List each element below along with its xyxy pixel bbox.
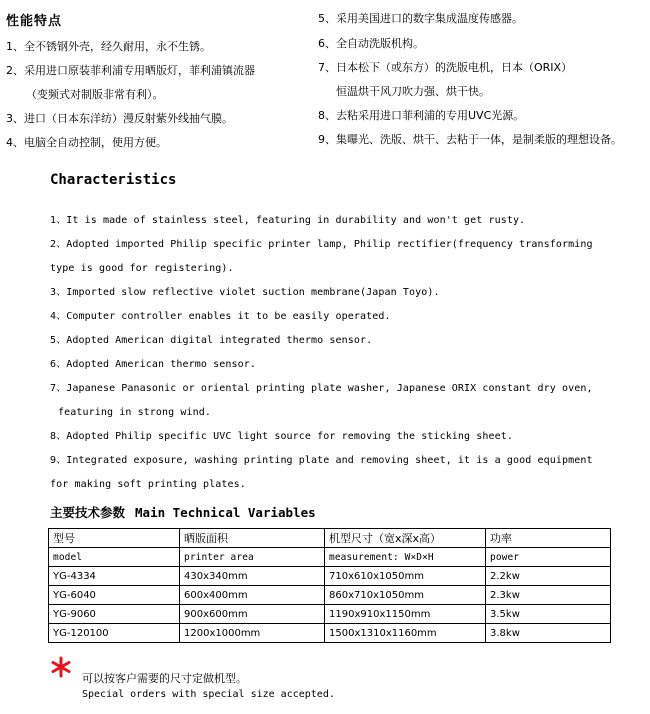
header-size-en: measurement: W×D×H <box>325 548 486 567</box>
characteristic-1: 1、It is made of stainless steel, featuring in durability and won't get rusty. <box>50 215 526 226</box>
features-title-cn: 性能特点 <box>6 14 63 29</box>
characteristic-2: 2、Adopted imported Philip specific printer lamp, Philip rectifier(frequency transforming <box>50 239 593 250</box>
table-row <box>49 605 611 624</box>
feature-cn-1: 1、全不锈钢外壳，经久耐用，永不生锈。 <box>6 40 211 53</box>
cell-size: 1500x1310x1160mm <box>325 624 486 643</box>
feature-cn-9: 9、集曝光、洗版、烘干、去粘于一体，是制柔版的理想设备。 <box>318 133 622 146</box>
asterisk-star-icon <box>50 656 72 678</box>
characteristic-6: 6、Adopted American thermo sensor. <box>50 359 256 370</box>
header-model-cn: 型号 <box>49 529 180 548</box>
feature-cn-8: 8、去粘采用进口菲利浦的专用UVC光源。 <box>318 109 525 122</box>
characteristic-9: 9、Integrated exposure, washing printing plate and removing sheet, it is a good equipment <box>50 455 593 466</box>
cell-model: YG-9060 <box>49 605 180 624</box>
cell-area: 600x400mm <box>180 586 325 605</box>
characteristic-7: 7、Japanese Panasonic or oriental printing plate washer, Japanese ORIX constant dry oven, <box>50 383 593 394</box>
header-power-cn: 功率 <box>486 529 611 548</box>
characteristic-4: 4、Computer controller enables it to be easily operated. <box>50 311 391 322</box>
cell-power: 3.8kw <box>486 624 611 643</box>
characteristic-9-cont: for making soft printing plates. <box>50 479 246 490</box>
characteristic-3: 3、Imported slow reflective violet suction membrane(Japan Toyo). <box>50 287 440 298</box>
cell-power: 2.2kw <box>486 567 611 586</box>
feature-cn-2-cont: （变频式对制版非常有利）。 <box>26 88 164 101</box>
feature-cn-4: 4、电脑全自动控制，使用方便。 <box>6 136 167 149</box>
cell-area: 430x340mm <box>180 567 325 586</box>
cell-model: YG-4334 <box>49 567 180 586</box>
characteristic-5: 5、Adopted American digital integrated thermo sensor. <box>50 335 373 346</box>
spec-header-cn-row <box>49 529 611 548</box>
spec-table <box>48 528 611 643</box>
characteristic-7-cont: featuring in strong wind. <box>58 407 212 418</box>
header-area-en: printer area <box>180 548 325 567</box>
feature-cn-2: 2、采用进口原装菲利浦专用晒版灯，菲利浦镇流器 <box>6 64 255 77</box>
cell-area: 1200x1000mm <box>180 624 325 643</box>
main-variables-title <box>50 503 316 521</box>
table-row <box>49 567 611 586</box>
feature-cn-6: 6、全自动洗版机构。 <box>318 37 424 50</box>
characteristic-8: 8、Adopted Philip specific UVC light source for removing the sticking sheet. <box>50 431 514 442</box>
characteristics-title: Characteristics <box>50 172 177 188</box>
cell-power: 3.5kw <box>486 605 611 624</box>
cell-model: YG-6040 <box>49 586 180 605</box>
table-row <box>49 586 611 605</box>
cell-model: YG-120100 <box>49 624 180 643</box>
cell-area: 900x600mm <box>180 605 325 624</box>
custom-order-note-en: Special orders with special size accepted. <box>82 689 335 700</box>
feature-cn-7-cont: 恒温烘干风刀吹力强、烘干快。 <box>336 85 490 98</box>
spec-header-en-row <box>49 548 611 567</box>
cell-size: 710x610x1050mm <box>325 567 486 586</box>
main-variables-title-cn: 主要技术参数 <box>50 505 126 520</box>
header-power-en: power <box>486 548 611 567</box>
table-row <box>49 624 611 643</box>
feature-cn-5: 5、采用美国进口的数字集成温度传感器。 <box>318 12 523 25</box>
cell-size: 1190x910x1150mm <box>325 605 486 624</box>
custom-order-note-cn: 可以按客户需要的尺寸定做机型。 <box>82 672 247 685</box>
header-size-cn: 机型尺寸（宽x深x高） <box>325 529 486 548</box>
feature-cn-3: 3、进口（日本东洋纺）漫反射紫外线抽气膜。 <box>6 112 233 125</box>
header-model-en: model <box>49 548 180 567</box>
cell-size: 860x710x1050mm <box>325 586 486 605</box>
feature-cn-7: 7、日本松下（或东方）的洗版电机，日本（ORIX） <box>318 61 573 74</box>
characteristic-2-cont: type is good for registering). <box>50 263 234 274</box>
cell-power: 2.3kw <box>486 586 611 605</box>
header-area-cn: 晒版面积 <box>180 529 325 548</box>
main-variables-title-en: Main Technical Variables <box>135 505 316 520</box>
